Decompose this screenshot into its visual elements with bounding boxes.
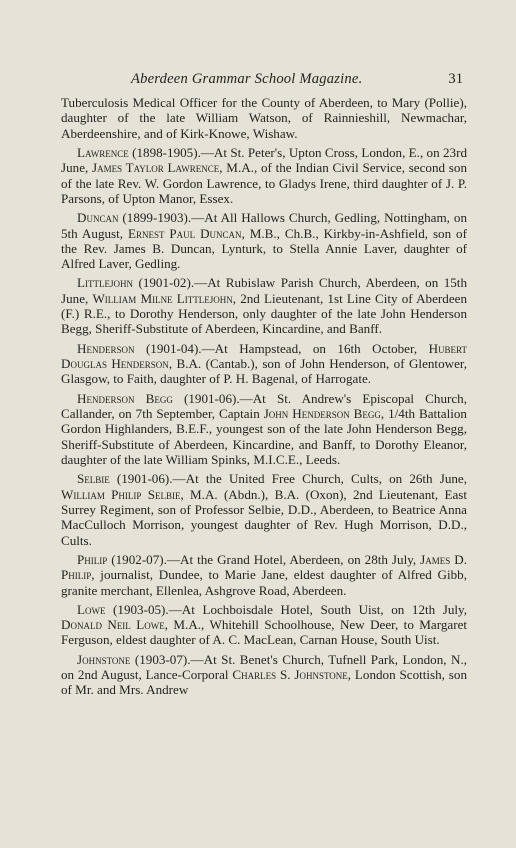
- marriage-entry: [61, 341, 467, 387]
- groom-name: James Taylor Lawrence: [92, 160, 220, 176]
- groom-name: William Milne Littlejohn: [92, 290, 233, 306]
- surname: Lowe: [77, 601, 106, 617]
- surname: Henderson Begg: [77, 390, 173, 406]
- surname: Henderson: [77, 340, 135, 356]
- entry-details: (1899-1903).—At All Hallows Church, Gedling, Nottingham, on 5th August,: [61, 210, 467, 241]
- page-header: [61, 71, 467, 95]
- surname: Duncan: [77, 210, 119, 226]
- entry-details: (1903-05).—At Lochboisdale Hotel, South Uist, on 12th July,: [105, 601, 467, 617]
- continued-paragraph: [61, 95, 467, 141]
- entry-details: (1902-07).—At the Grand Hotel, Aberdeen, on 28th July,: [107, 551, 421, 567]
- running-title: Aberdeen Grammar School Magazine.: [131, 71, 363, 87]
- entry-details: (1901-06).—At the United Free Church, Cults, on 26th June,: [109, 471, 467, 487]
- marriage-entry: [61, 552, 467, 598]
- entry-details: (1901-06).—At St. Andrew's Episcopal Church, Callander, on 7th September, Captain: [61, 390, 467, 421]
- entry-rest: , B.A. (Cantab.), son of John Henderson, of Glentower, Glasgow, to Faith, daughter of P. H. Bagenal, of Harrogate.: [61, 356, 467, 387]
- marriage-entry: [61, 471, 467, 548]
- groom-name: Hubert Douglas Henderson: [61, 340, 467, 372]
- entry-details: (1901-04).—At Hampstead, on 16th October,: [134, 340, 429, 356]
- marriage-entry: [61, 145, 467, 206]
- surname: Littlejohn: [77, 275, 133, 291]
- entry-text: Tuberculosis Medical Officer for the County of Aberdeen, to Mary (Pollie), daughter of the late William Watson, of Rainnieshill, Newmachar, Aberdeenshire, and of Kirk-Knowe, Wishaw.: [61, 95, 467, 141]
- marriage-notices: [61, 95, 467, 698]
- marriage-entry: [61, 602, 467, 648]
- entry-rest: , 1/4th Battalion Gordon Highlanders, B.E.F., youngest son of the late John Henderson Begg, Sheriff-Substitute of Aberdeen, Kincardine, and Banff, to Dorothy Eleanor, daughter of the late William Spinks, M.I.C.E., Leeds.: [61, 405, 467, 468]
- groom-name: James D. Philip: [61, 551, 467, 583]
- entry-rest: , M.B., Ch.B., Kirkby-in-Ashfield, son of the Rev. James B. Duncan, Lynturk, to Stella Annie Laver, daughter of Alfred Laver, Gedling.: [61, 225, 467, 272]
- surname: Johnstone: [77, 651, 131, 667]
- entry-rest: , M.A., Whitehill Schoolhouse, New Deer, to Margaret Ferguson, eldest daughter of A. C. MacLean, Carnan House, South Uist.: [61, 617, 468, 648]
- groom-name: Charles S. Johnstone: [232, 667, 348, 683]
- marriage-entry: [61, 652, 467, 698]
- entry-rest: , journalist, Dundee, to Marie Jane, eldest daughter of Alfred Gibb, granite merchant, Ellenlea, Ashgrove Road, Aberdeen.: [61, 567, 467, 598]
- page-number: 31: [448, 71, 463, 87]
- marriage-entry: [61, 210, 467, 271]
- entry-details: (1903-07).—At St. Benet's Church, Tufnell Park, London, N., on 2nd August, Lance-Corporal: [61, 651, 467, 683]
- entry-details: (1898-1905).—At St. Peter's, Upton Cross, London, E., on 23rd June,: [61, 144, 467, 176]
- groom-name: William Philip Selbie: [61, 486, 181, 502]
- surname: Selbie: [77, 471, 110, 487]
- groom-name: John Henderson Begg: [263, 405, 381, 421]
- entry-details: (1901-02).—At Rubislaw Parish Church, Aberdeen, on 15th June,: [61, 275, 467, 306]
- marriage-entry: [61, 275, 467, 336]
- marriage-entry: [61, 391, 467, 468]
- entry-rest: , London Scottish, son of Mr. and Mrs. Andrew: [61, 667, 467, 698]
- surname: Lawrence: [77, 144, 129, 160]
- groom-name: Donald Neil Lowe: [61, 617, 165, 633]
- groom-name: Ernest Paul Duncan: [127, 225, 242, 241]
- surname: Philip: [77, 551, 108, 567]
- entry-rest: , 2nd Lieutenant, 1st Line City of Aberdeen (F.) R.E., to Dorothy Henderson, only daughter of the late John Henderson Begg, Sheriff-Substitute of Aberdeen, Kincardine, and Banff.: [61, 290, 467, 337]
- entry-rest: , M.A., of the Indian Civil Service, second son of the late Rev. W. Gordon Lawrence, to Gladys Irene, third daughter of J. P. Parsons, of Upton Manor, Essex.: [61, 160, 467, 206]
- entry-rest: , M.A. (Abdn.), B.A. (Oxon), 2nd Lieutenant, East Surrey Regiment, son of Professor Selbie, D.D., Aberdeen, to Beatrice Anna MacCulloch Morrison, youngest daughter of Rev. Hugh Morrison, D.D., Cults.: [61, 486, 467, 548]
